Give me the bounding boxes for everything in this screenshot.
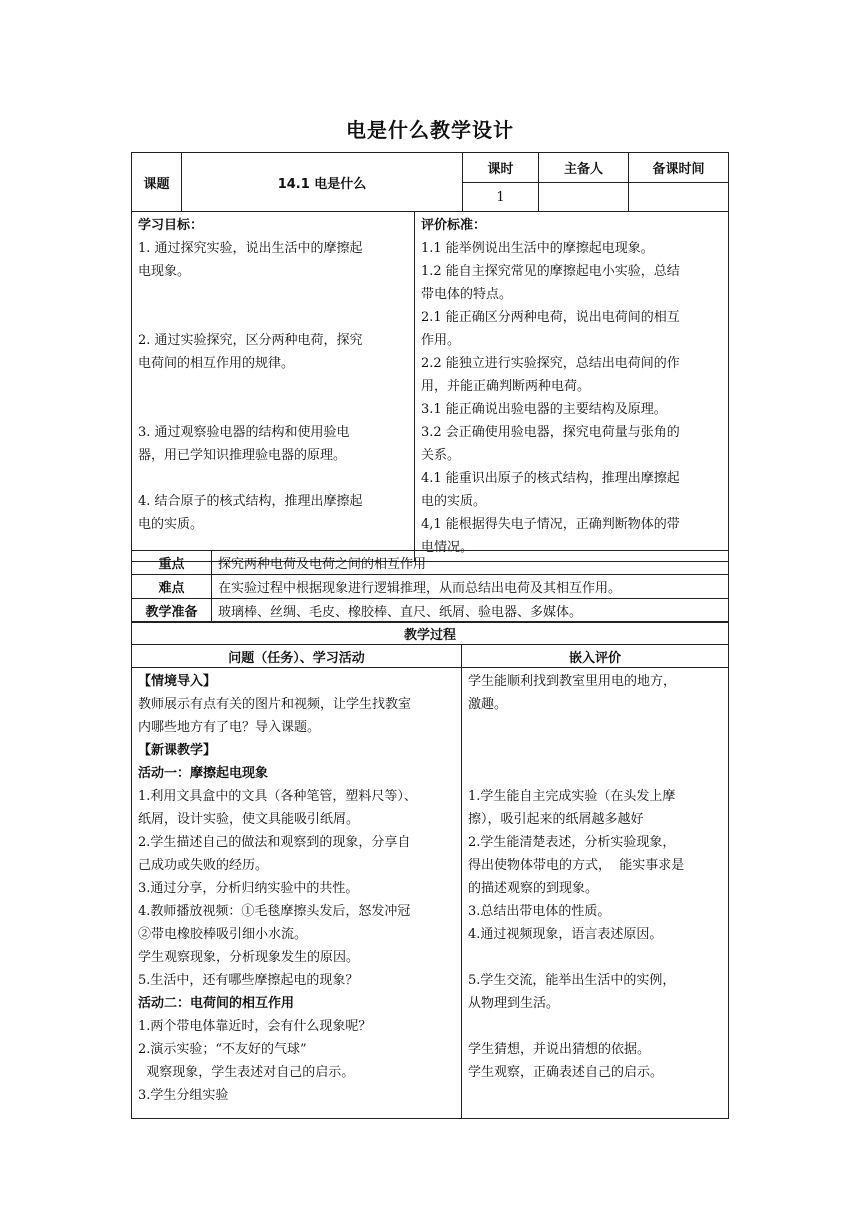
evaluation-line: 2.学生能清楚表述，分析实验现象， — [468, 835, 676, 850]
section-heading: 【新课教学】 — [138, 743, 217, 758]
evaluation-spacer — [468, 716, 724, 739]
criteria-line: 3.2 会正确使用验电器，探究电荷量与张角的 — [421, 425, 680, 440]
activity-line: 3.通过分享，分析归纳实验中的共性。 — [138, 881, 359, 896]
evaluation-line: 4.通过视频现象，语言表述原因。 — [468, 927, 663, 942]
difficulty-label: 难点 — [132, 575, 212, 599]
activity-heading: 活动二：电荷间的相互作用 — [138, 996, 295, 1011]
topic-label: 课题 — [132, 153, 182, 212]
activity-line: 己成功或失败的经历。 — [138, 858, 269, 873]
activity-line: 4.教师播放视频：①毛毯摩擦头发后，怒发冲冠 — [138, 904, 411, 919]
activity-cell — [132, 668, 462, 1119]
objective-item: 4. 结合原子的核式结构，推理出摩擦起 电的实质。 — [138, 494, 363, 532]
activity-line: 3.学生分组实验 — [138, 1088, 229, 1103]
objective-item: 3. 通过观察验电器的结构和使用验电 器，用已学知识推理验电器的原理。 — [138, 425, 350, 463]
objective-item: 2. 通过实验探究，区分两种电荷，探究 电荷间的相互作用的规律。 — [138, 333, 363, 371]
activity-line: 纸屑，设计实验，使文具能吸引纸屑。 — [138, 812, 360, 827]
activity-line: 内哪些地方有了电？导入课题。 — [138, 720, 321, 735]
materials-label: 教学准备 — [132, 599, 212, 623]
host-label: 主备人 — [539, 153, 629, 183]
objectives-table — [131, 211, 729, 562]
activity-line: ②带电橡胶棒吸引细小水流。 — [138, 927, 308, 942]
evaluation-cell — [462, 668, 729, 1119]
activity-line: 2.学生描述自己的做法和观察到的现象，分享自 — [138, 835, 411, 850]
evaluation-line: 3.总结出带电体的性质。 — [468, 904, 611, 919]
evaluation-line: 的描述观察的到现象。 — [468, 881, 599, 896]
key-point-label: 重点 — [132, 551, 212, 575]
criteria-line: 关系。 — [421, 448, 461, 463]
activity-line: 教师展示有点有关的图片和视频，让学生找教室 — [138, 697, 412, 712]
section-heading: 【情境导入】 — [138, 674, 217, 689]
evaluation-line: 1.学生能自主完成实验（在头发上摩 — [468, 789, 676, 804]
activity-line: 观察现象，学生表述对自己的启示。 — [138, 1065, 355, 1080]
activity-line: 学生观察现象，分析现象发生的原因。 — [138, 950, 360, 965]
activity-column-header: 问题（任务）、学习活动 — [132, 645, 462, 668]
objective-item: 1. 通过探究实验，说出生活中的摩擦起 电现象。 — [138, 241, 363, 279]
evaluation-spacer — [468, 1015, 724, 1038]
evaluation-line: 擦），吸引起来的纸屑越多越好 — [468, 812, 644, 827]
activity-line: 2.演示实验；“不友好的气球” — [138, 1042, 307, 1057]
criteria-line: 3.1 能正确说出验电器的主要结构及原理。 — [421, 402, 667, 417]
page-title: 电是什么教学设计 — [346, 118, 514, 142]
evaluation-spacer — [468, 946, 724, 969]
criteria-line: 4,1 能根据得失电子情况，正确判断物体的带 — [421, 517, 680, 532]
criteria-line: 2.2 能独立进行实验探究，总结出电荷间的作 — [421, 356, 680, 371]
period-value: 1 — [463, 183, 539, 212]
period-label: 课时 — [463, 153, 539, 183]
evaluation-line: 学生能顺利找到教室里用电的地方， — [468, 674, 677, 689]
process-heading: 教学过程 — [132, 622, 729, 645]
objectives-heading: 学习目标： — [138, 218, 204, 233]
difficulty-value: 在实验过程中根据现象进行逻辑推理，从而总结出电荷及其相互作用。 — [212, 575, 729, 599]
criteria-line: 用，并能正确判断两种电荷。 — [421, 379, 591, 394]
criteria-line: 作用。 — [421, 333, 461, 348]
activity-heading: 活动一：摩擦起电现象 — [138, 766, 269, 781]
key-point-value: 探究两种电荷及电荷之间的相互作用 — [212, 551, 729, 575]
activity-line: 5.生活中，还有哪些摩擦起电的现象？ — [138, 973, 359, 988]
evaluation-line: 从物理到生活。 — [468, 996, 560, 1011]
evaluation-line: 学生猜想，并说出猜想的依据。 — [468, 1042, 651, 1057]
criteria-line: 4.1 能重识出原子的核式结构，推理出摩擦起 — [421, 471, 680, 486]
evaluation-spacer — [468, 762, 724, 785]
prep-time-label: 备课时间 — [629, 153, 729, 183]
host-value — [539, 183, 629, 212]
key-points-table — [131, 550, 729, 623]
criteria-line: 1.1 能举例说出生活中的摩擦起电现象。 — [421, 241, 654, 256]
criteria-line: 1.2 能自主探究常见的摩擦起电小实验，总结 — [421, 264, 680, 279]
activity-line: 1.利用文具盒中的文具（各种笔管，塑料尺等）、 — [138, 789, 417, 804]
prep-time-value — [629, 183, 729, 212]
evaluation-line: 学生观察，正确表述自己的启示。 — [468, 1065, 664, 1080]
criteria-line: 2.1 能正确区分两种电荷，说出电荷间的相互 — [421, 310, 680, 325]
criteria-line: 电的实质。 — [421, 494, 487, 509]
evaluation-line: 激趣。 — [468, 697, 508, 712]
objectives-cell — [132, 212, 415, 562]
evaluation-column-header: 嵌入评价 — [462, 645, 729, 668]
evaluation-line: 5.学生交流，能举出生活中的实例， — [468, 973, 676, 988]
criteria-line: 带电体的特点。 — [421, 287, 513, 302]
evaluation-spacer — [468, 739, 724, 762]
topic-value: 14.1 电是什么 — [182, 153, 463, 212]
criteria-cell — [415, 212, 729, 562]
activity-line: 1.两个带电体靠近时，会有什么现象呢？ — [138, 1019, 372, 1034]
criteria-line: 电情况。 — [421, 540, 474, 555]
header-table — [131, 152, 729, 212]
process-table — [131, 621, 729, 1119]
evaluation-line: 得出使物体带电的方式， 能实事求是 — [468, 858, 685, 873]
criteria-heading: 评价标准： — [421, 218, 487, 233]
materials-value: 玻璃棒、丝绸、毛皮、橡胶棒、直尺、纸屑、验电器、多媒体。 — [212, 599, 729, 623]
